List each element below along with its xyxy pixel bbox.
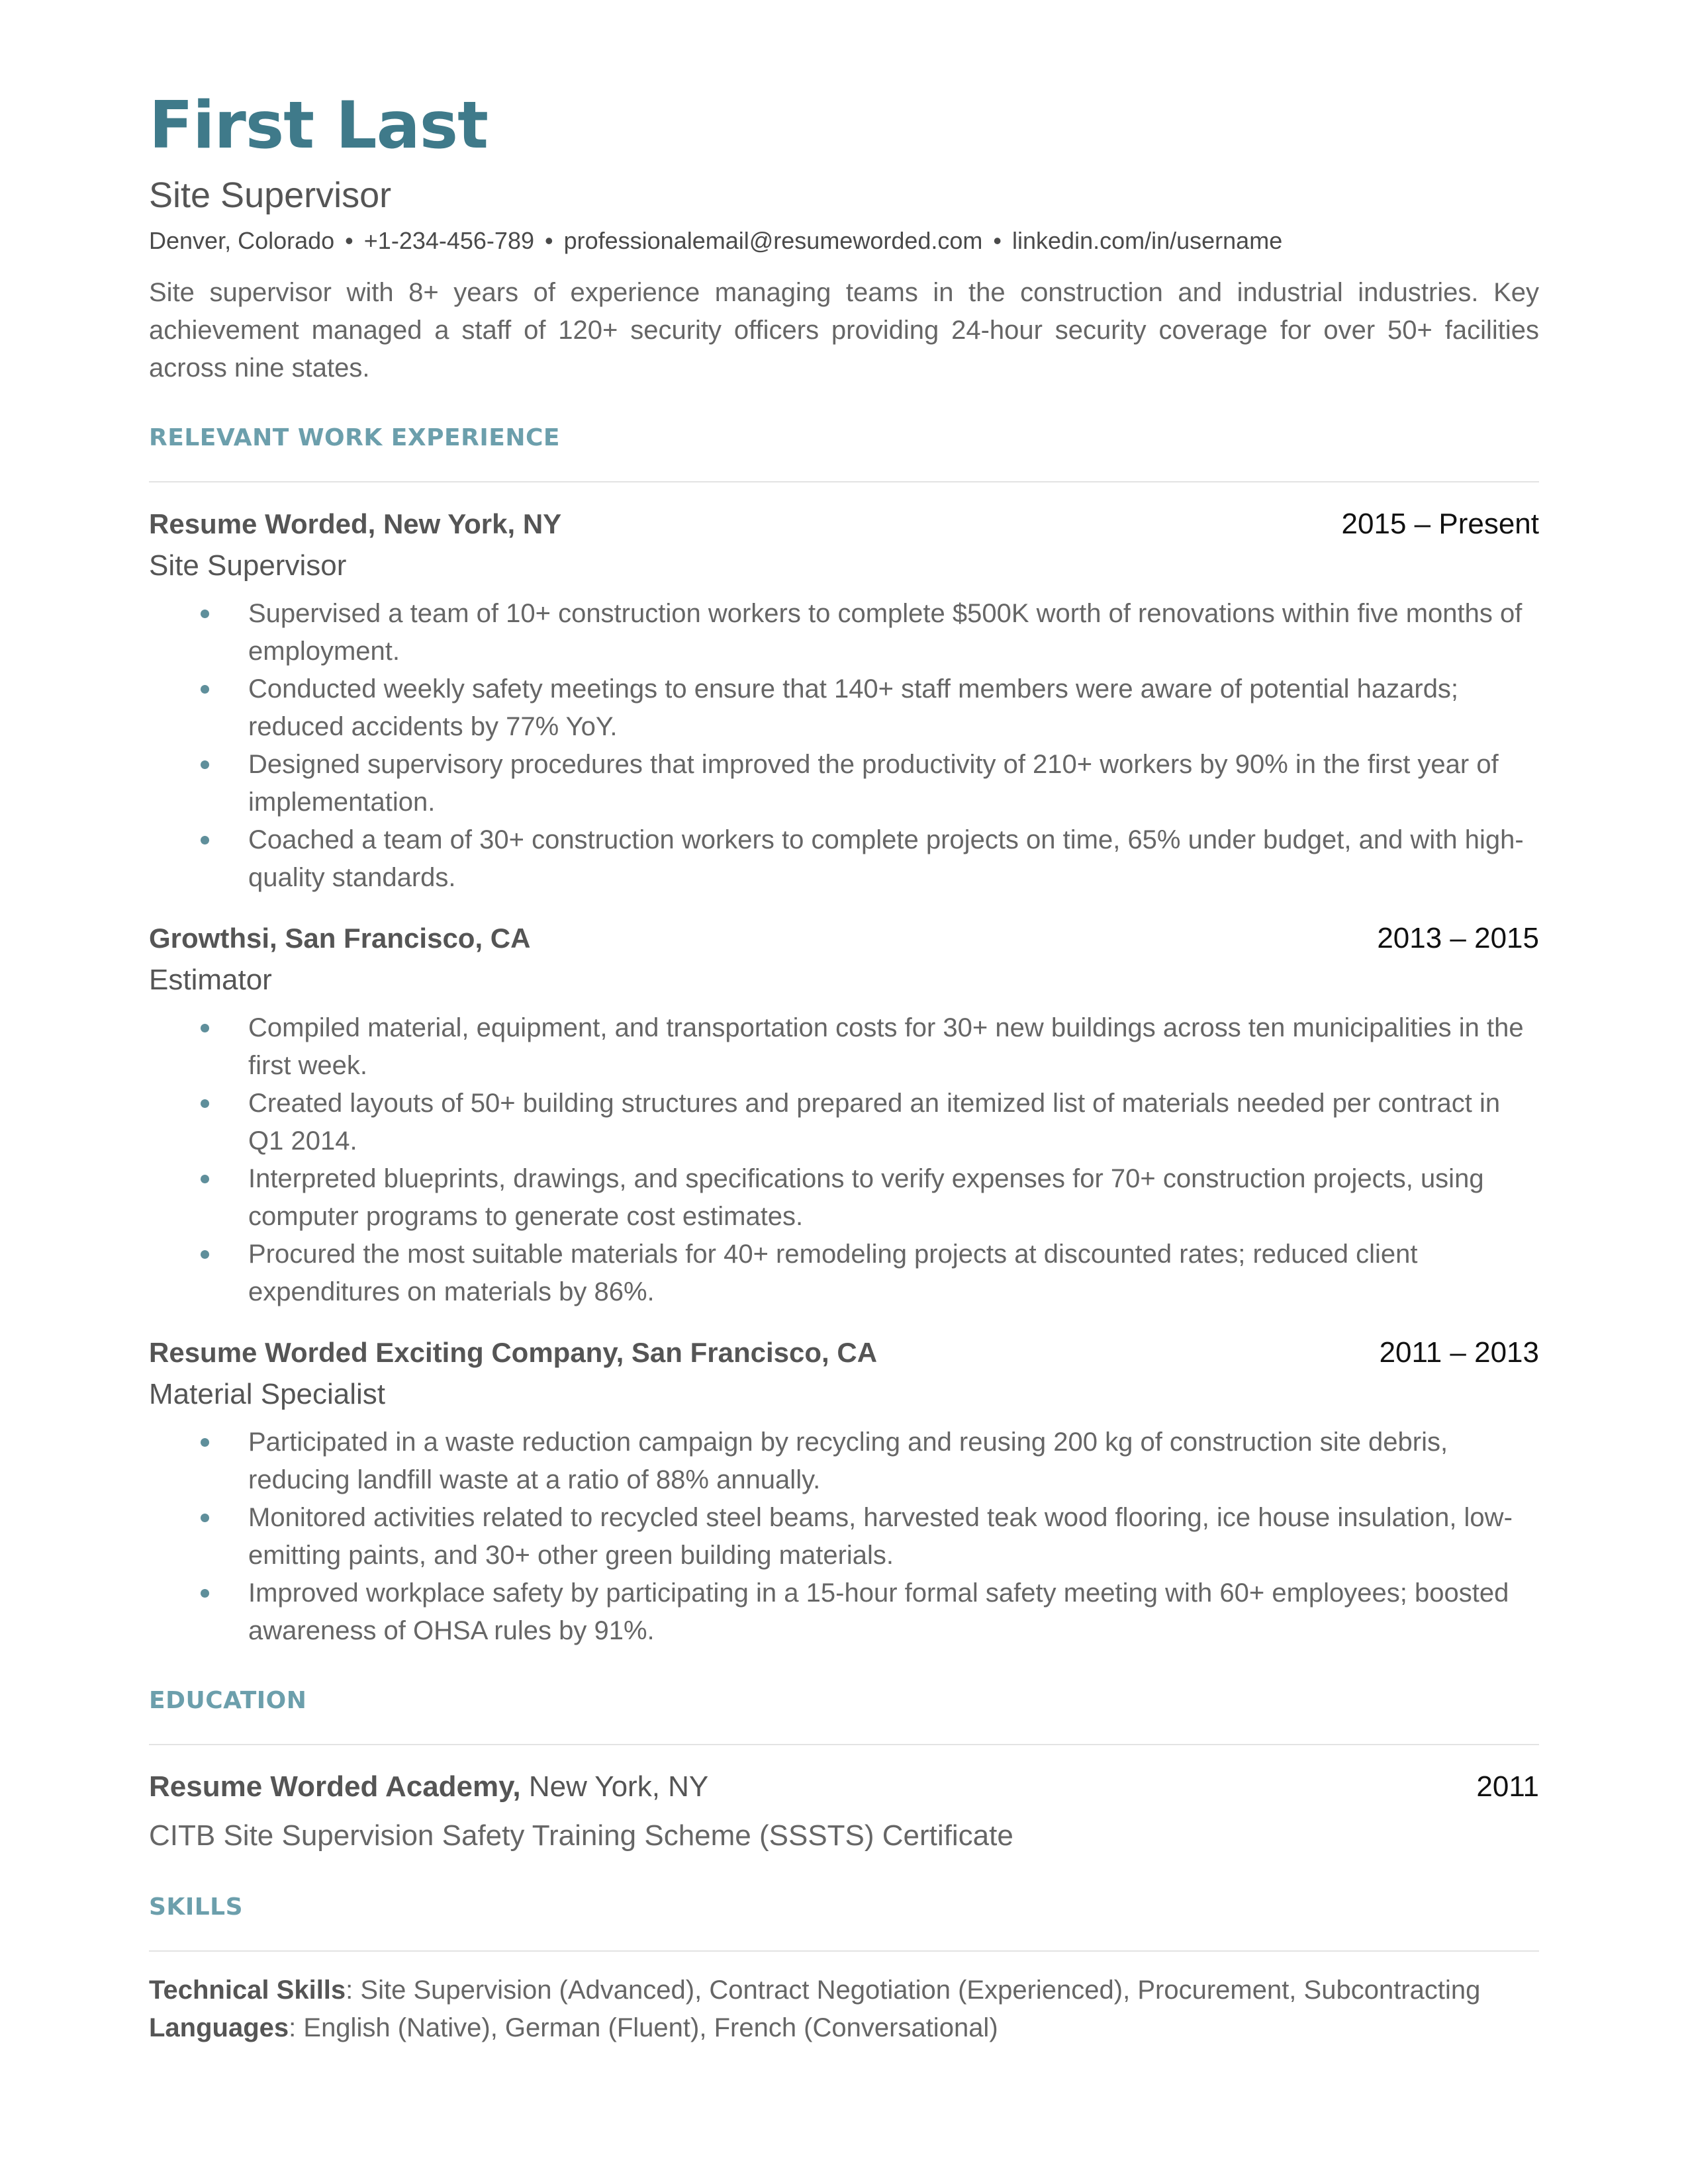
technical-skills-value: : Site Supervision (Advanced), Contract Negotiation (Experienced), Procurement, Subcontracting [346, 1976, 1481, 2005]
bullet-text: Participated in a waste reduction campaign by recycling and reusing 200 kg of construction site debris, reducing landfill waste at a ratio of 88% annually. [248, 1428, 1448, 1494]
job-company: Resume Worded, New York, NY [149, 508, 562, 539]
languages-line [149, 2009, 1539, 2047]
job-role: Material Specialist [149, 1378, 386, 1410]
bullet-dot-icon [201, 760, 209, 769]
bullet-text: Designed supervisory procedures that improved the productivity of 210+ workers by 90% in the first year of implementation. [248, 750, 1499, 817]
bullet-text: Improved workplace safety by participating in a 15-hour formal safety meeting with 60+ employees; boosted awareness of OHSA rules by 91%. [248, 1578, 1509, 1645]
education-location: New York, NY [520, 1770, 709, 1803]
candidate-name: First Last [149, 88, 488, 163]
bullet-item [149, 1160, 1539, 1236]
bullet-dot-icon [201, 1175, 209, 1183]
languages-value: : English (Native), German (Fluent), French (Conversational) [289, 2013, 998, 2042]
bullet-text: Compiled material, equipment, and transportation costs for 30+ new buildings across ten municipalities in the first week. [248, 1013, 1524, 1080]
bullet-dot-icon [201, 1250, 209, 1259]
section-divider [149, 481, 1539, 482]
bullet-dot-icon [201, 1099, 209, 1108]
bullet-item [149, 595, 1539, 670]
job-company: Resume Worded Exciting Company, San Francisco, CA [149, 1337, 878, 1368]
bullet-item [149, 670, 1539, 746]
job-entry [149, 502, 1539, 897]
contact-phone: +1-234-456-789 [363, 227, 534, 254]
summary-paragraph: Site supervisor with 8+ years of experience managing teams in the construction and industrial industries. Key achievement managed a staff of 120+ security officers providing 24-hour security coverage for over 50+ facilities across nine states. [149, 278, 1539, 383]
bullet-item [149, 1085, 1539, 1160]
separator-dot: • [544, 227, 553, 254]
contact-location: Denver, Colorado [149, 227, 335, 254]
education-header [149, 1765, 1539, 1815]
job-dates: 2013 – 2015 [1377, 922, 1539, 954]
education-year: 2011 [1476, 1770, 1539, 1803]
separator-dot: • [345, 227, 353, 254]
job-company: Growthsi, San Francisco, CA [149, 923, 531, 954]
bullet-dot-icon [201, 1438, 209, 1447]
bullet-text: Coached a team of 30+ construction workers to complete projects on time, 65% under budget, and with high-quality standards. [248, 825, 1524, 892]
skills-heading: SKILLS [149, 1893, 244, 1921]
bullet-dot-icon [201, 685, 209, 694]
bullet-item [149, 1499, 1539, 1574]
job-bullets [149, 1009, 1539, 1311]
bullet-text: Procured the most suitable materials for 40+ remodeling projects at discounted rates; reduced client expenditures on materials by 86%. [248, 1240, 1418, 1306]
bullet-dot-icon [201, 836, 209, 844]
separator-dot: • [993, 227, 1002, 254]
job-bullets [149, 1424, 1539, 1650]
bullet-item [149, 1009, 1539, 1085]
bullet-text: Supervised a team of 10+ construction workers to complete $500K worth of renovations within five months of employment. [248, 599, 1523, 666]
skills-block [149, 1972, 1539, 2047]
resume-content [149, 79, 1539, 2047]
bullet-item [149, 1574, 1539, 1650]
bullet-item [149, 746, 1539, 821]
languages-label: Languages [149, 2013, 289, 2042]
bullet-dot-icon [201, 1024, 209, 1032]
job-bullets [149, 595, 1539, 897]
technical-skills-line [149, 1972, 1539, 2009]
education-school: Resume Worded Academy, [149, 1770, 521, 1803]
technical-skills-label: Technical Skills [149, 1976, 346, 2005]
bullet-text: Conducted weekly safety meetings to ensure that 140+ staff members were aware of potential hazards; reduced accidents by 77% YoY. [248, 674, 1459, 741]
job-entry [149, 1331, 1539, 1650]
education-degree: CITB Site Supervision Safety Training Scheme (SSSTS) Certificate [149, 1819, 1013, 1852]
job-header [149, 917, 1539, 960]
bullet-text: Monitored activities related to recycled steel beams, harvested teak wood flooring, ice house insulation, low-emitting paints, and 30+ other green building materials. [248, 1503, 1513, 1570]
job-entry [149, 917, 1539, 1311]
bullet-dot-icon [201, 1589, 209, 1598]
bullet-text: Created layouts of 50+ building structures and prepared an itemized list of materials needed per contract in Q1 2014. [248, 1089, 1501, 1156]
bullet-text: Interpreted blueprints, drawings, and specifications to verify expenses for 70+ construction projects, using computer programs to generate cost estimates. [248, 1164, 1484, 1231]
experience-heading: RELEVANT WORK EXPERIENCE [149, 424, 560, 451]
job-dates: 2011 – 2013 [1379, 1336, 1539, 1369]
candidate-title: Site Supervisor [149, 175, 392, 215]
section-divider [149, 1744, 1539, 1745]
contact-linkedin: linkedin.com/in/username [1012, 227, 1283, 254]
job-role: Site Supervisor [149, 549, 347, 582]
section-divider [149, 1950, 1539, 1952]
bullet-dot-icon [201, 610, 209, 618]
education-entry [149, 1765, 1539, 1856]
contact-line [149, 221, 1539, 261]
job-dates: 2015 – Present [1341, 508, 1539, 540]
bullet-item [149, 1236, 1539, 1311]
job-header [149, 1331, 1539, 1375]
bullet-item [149, 1424, 1539, 1499]
job-header [149, 502, 1539, 546]
education-institution [149, 1765, 708, 1815]
bullet-item [149, 821, 1539, 897]
job-role: Estimator [149, 964, 272, 996]
bullet-dot-icon [201, 1514, 209, 1522]
contact-email: professionalemail@resumeworded.com [563, 227, 983, 254]
education-heading: EDUCATION [149, 1687, 307, 1714]
